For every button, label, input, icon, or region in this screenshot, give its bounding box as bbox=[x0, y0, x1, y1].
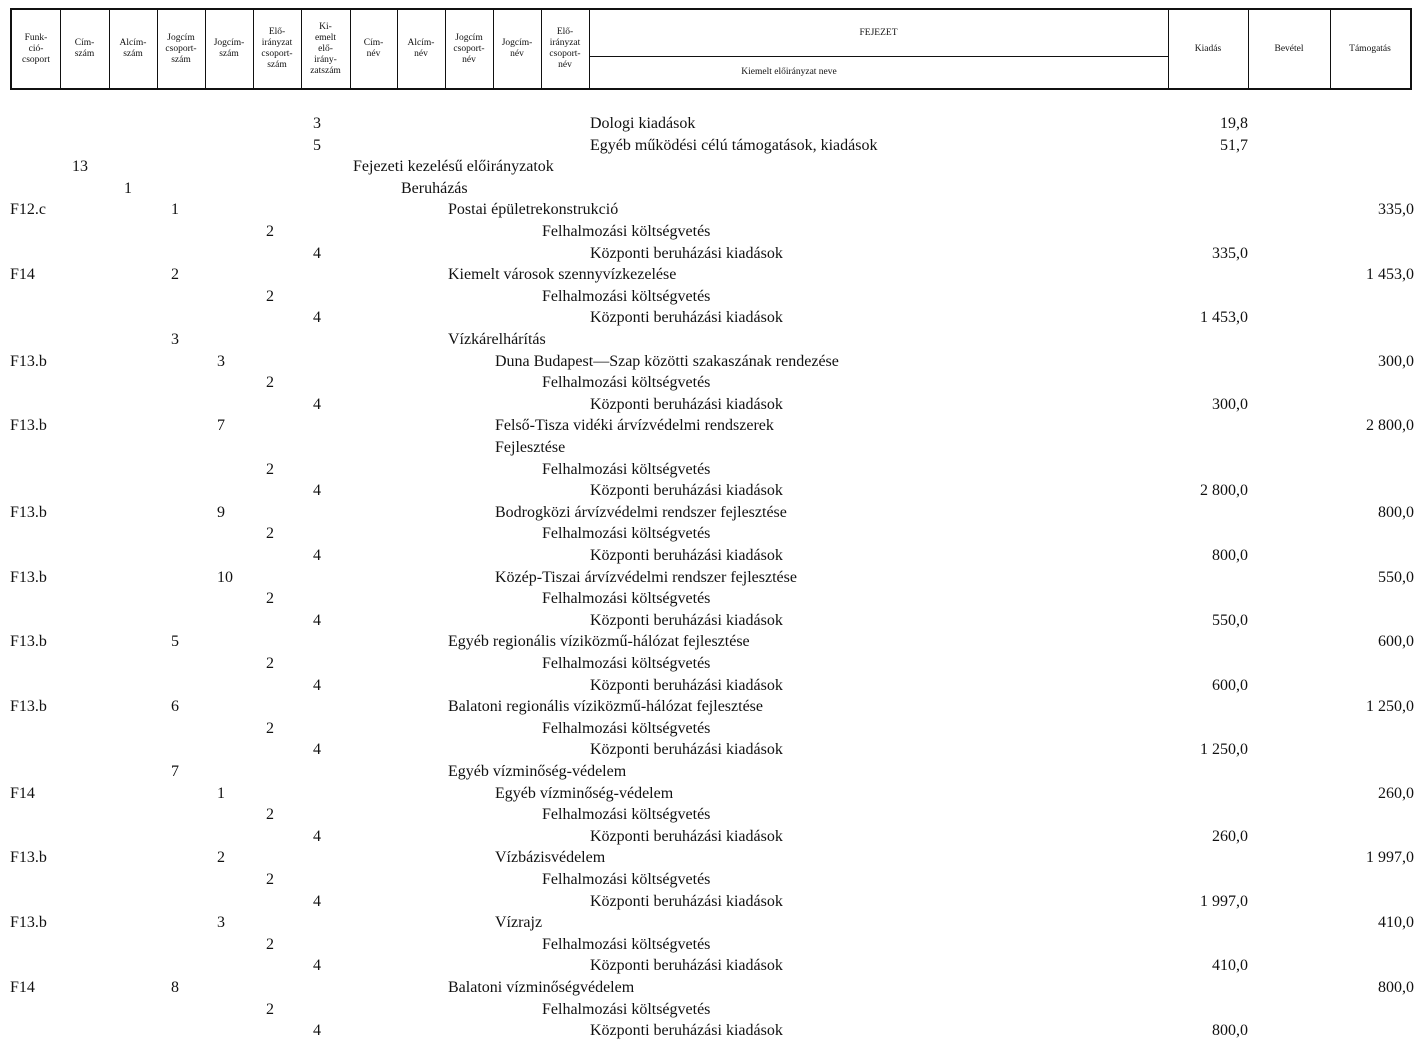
cell-eloiranyzat-csoport-szam: 2 bbox=[266, 374, 274, 392]
table-row bbox=[0, 178, 1420, 200]
cell-eloiranyzat-csoport-szam: 2 bbox=[266, 719, 274, 737]
table-row bbox=[0, 199, 1420, 221]
cell-tamogatas: 600,0 bbox=[1378, 633, 1414, 651]
cell-eloiranyzat-neve: Bodrogközi árvízvédelmi rendszer fejlesztése bbox=[495, 503, 787, 521]
table-row bbox=[0, 934, 1420, 956]
table-row bbox=[0, 480, 1420, 502]
cell-kiemelt-eloiranyzat-szam: 4 bbox=[313, 547, 321, 564]
table-row bbox=[0, 307, 1420, 329]
cell-jogcim-szam: 9 bbox=[217, 503, 225, 521]
cell-funkcio-csoport: F13.b bbox=[10, 633, 47, 651]
header-jogcim-szam: Jogcím- szám bbox=[213, 38, 245, 59]
table-row bbox=[0, 1020, 1420, 1042]
cell-kiadas: 1 250,0 bbox=[1200, 741, 1248, 759]
cell-kiadas: 1 997,0 bbox=[1200, 892, 1248, 910]
cell-funkcio-csoport: F12.c bbox=[10, 201, 46, 219]
table-row bbox=[0, 739, 1420, 761]
header-tamogatas: Támogatás bbox=[1349, 43, 1391, 54]
header-jogcim-nev: Jogcím- név bbox=[501, 38, 533, 59]
cell-tamogatas: 260,0 bbox=[1378, 784, 1414, 802]
cell-eloiranyzat-neve: Beruházás bbox=[401, 179, 468, 197]
cell-kiemelt-eloiranyzat-szam: 4 bbox=[313, 892, 321, 910]
table-row bbox=[0, 610, 1420, 632]
header-fejezet: FEJEZET bbox=[859, 27, 898, 38]
cell-kiemelt-eloiranyzat-szam: 4 bbox=[313, 741, 321, 759]
table-row bbox=[0, 286, 1420, 308]
cell-eloiranyzat-neve: Központi beruházási kiadások bbox=[590, 892, 783, 910]
table-row bbox=[0, 567, 1420, 589]
cell-kiemelt-eloiranyzat-szam: 5 bbox=[313, 136, 321, 154]
cell-eloiranyzat-neve: Duna Budapest—Szap közötti szakaszának rendezése bbox=[495, 352, 839, 370]
table-row bbox=[0, 891, 1420, 913]
cell-kiadas: 19,8 bbox=[1220, 115, 1248, 132]
cell-kiadas: 600,0 bbox=[1212, 676, 1248, 694]
cell-eloiranyzat-neve: Vízrajz bbox=[495, 914, 543, 932]
cell-eloiranyzat-neve: Felhalmozási költségvetés bbox=[542, 871, 711, 888]
table-row bbox=[0, 696, 1420, 718]
cell-funkcio-csoport: F14 bbox=[10, 979, 35, 996]
cell-kiemelt-eloiranyzat-szam: 4 bbox=[313, 395, 321, 413]
cell-eloiranyzat-neve: Felhalmozási költségvetés bbox=[542, 806, 711, 824]
cell-kiadas: 800,0 bbox=[1212, 547, 1248, 564]
table-row bbox=[0, 264, 1420, 286]
table-row bbox=[0, 459, 1420, 481]
table-row bbox=[0, 869, 1420, 891]
cell-eloiranyzat-csoport-szam: 2 bbox=[266, 223, 274, 240]
cell-eloiranyzat-csoport-szam: 2 bbox=[266, 590, 274, 608]
cell-kiadas: 2 800,0 bbox=[1200, 482, 1248, 500]
table-row bbox=[0, 113, 1420, 135]
cell-jogcim-csoport-szam: 3 bbox=[171, 331, 179, 348]
cell-eloiranyzat-neve: Központi beruházási kiadások bbox=[590, 1022, 783, 1040]
cell-kiemelt-eloiranyzat-szam: 4 bbox=[313, 957, 321, 975]
table-row bbox=[0, 804, 1420, 826]
cell-jogcim-szam: 10 bbox=[217, 568, 233, 586]
table-row bbox=[0, 415, 1420, 437]
header-jogcim-csoport-nev: Jogcím csoport- név bbox=[453, 32, 485, 65]
cell-eloiranyzat-neve: Központi beruházási kiadások bbox=[590, 741, 783, 759]
cell-eloiranyzat-neve: Vízkárelhárítás bbox=[448, 331, 546, 348]
table-row bbox=[0, 545, 1420, 567]
cell-funkcio-csoport: F14 bbox=[10, 266, 35, 284]
header-kiadas: Kiadás bbox=[1194, 43, 1222, 54]
cell-eloiranyzat-neve: Központi beruházási kiadások bbox=[590, 309, 783, 327]
cell-funkcio-csoport: F13.b bbox=[10, 417, 47, 435]
table-row bbox=[0, 351, 1420, 373]
header-funkcio-csoport: Funk- ció- csoport bbox=[22, 32, 50, 65]
table-row bbox=[0, 243, 1420, 265]
cell-eloiranyzat-neve: Egyéb regionális víziközmű-hálózat fejlesztése bbox=[448, 633, 750, 651]
cell-jogcim-csoport-szam: 1 bbox=[171, 201, 179, 219]
table-row bbox=[0, 912, 1420, 934]
cell-eloiranyzat-csoport-szam: 2 bbox=[266, 655, 274, 672]
cell-kiemelt-eloiranyzat-szam: 4 bbox=[313, 676, 321, 694]
cell-eloiranyzat-csoport-szam: 2 bbox=[266, 1000, 274, 1018]
cell-kiadas: 335,0 bbox=[1212, 244, 1248, 262]
cell-eloiranyzat-csoport-szam: 2 bbox=[266, 871, 274, 888]
table-row bbox=[0, 999, 1420, 1021]
header-bevetel: Bevétel bbox=[1274, 43, 1304, 54]
cell-eloiranyzat-neve: Egyéb működési célú támogatások, kiadások bbox=[590, 136, 878, 154]
table-row bbox=[0, 675, 1420, 697]
cell-eloiranyzat-neve: Felhalmozási költségvetés bbox=[542, 525, 711, 543]
cell-funkcio-csoport: F13.b bbox=[10, 849, 47, 867]
table-row bbox=[0, 588, 1420, 610]
cell-kiadas: 1 453,0 bbox=[1200, 309, 1248, 327]
cell-eloiranyzat-neve: Központi beruházási kiadások bbox=[590, 482, 783, 500]
cell-tamogatas: 800,0 bbox=[1378, 503, 1414, 521]
table-row bbox=[0, 826, 1420, 848]
cell-eloiranyzat-neve: Felhalmozási költségvetés bbox=[542, 935, 711, 953]
table-row bbox=[0, 329, 1420, 351]
cell-eloiranyzat-csoport-szam: 2 bbox=[266, 806, 274, 824]
table-row bbox=[0, 955, 1420, 977]
cell-tamogatas: 300,0 bbox=[1378, 352, 1414, 370]
cell-eloiranyzat-neve: Egyéb vízminőség-védelem bbox=[448, 763, 627, 780]
cell-tamogatas: 550,0 bbox=[1378, 568, 1414, 586]
header-kiemelt-eloiranyzat-szam: Ki- emelt elő- irány- zatszám bbox=[310, 21, 341, 76]
table-row bbox=[0, 631, 1420, 653]
cell-tamogatas: 1 997,0 bbox=[1366, 849, 1414, 867]
cell-tamogatas: 410,0 bbox=[1378, 914, 1414, 932]
cell-kiadas: 300,0 bbox=[1212, 395, 1248, 413]
header-alcim-nev: Alcím- név bbox=[407, 38, 435, 59]
cell-funkcio-csoport: F13.b bbox=[10, 698, 47, 716]
header-kiemelt-eloiranyzat-neve: Kiemelt előirányzat neve bbox=[741, 67, 837, 77]
cell-kiemelt-eloiranyzat-szam: 3 bbox=[313, 115, 321, 132]
cell-tamogatas: 1 453,0 bbox=[1366, 266, 1414, 284]
header-cim-nev: Cím- név bbox=[363, 38, 384, 59]
cell-kiadas: 260,0 bbox=[1212, 827, 1248, 845]
cell-cim-szam: 13 bbox=[72, 158, 88, 176]
cell-eloiranyzat-neve: Felhalmozási költségvetés bbox=[542, 719, 711, 737]
cell-eloiranyzat-csoport-szam: 2 bbox=[266, 460, 274, 478]
table-row bbox=[0, 783, 1420, 805]
cell-kiadas: 410,0 bbox=[1212, 957, 1248, 975]
cell-jogcim-szam: 1 bbox=[217, 784, 225, 802]
cell-eloiranyzat-neve: Fejezeti kezelésű előirányzatok bbox=[353, 158, 554, 176]
cell-eloiranyzat-neve: Felhalmozási költségvetés bbox=[542, 223, 711, 240]
cell-funkcio-csoport: F13.b bbox=[10, 503, 47, 521]
cell-jogcim-szam: 2 bbox=[217, 849, 225, 867]
cell-eloiranyzat-neve: Kiemelt városok szennyvízkezelése bbox=[448, 266, 677, 284]
table-row bbox=[0, 135, 1420, 157]
cell-eloiranyzat-neve: Felhalmozási költségvetés bbox=[542, 287, 711, 305]
cell-eloiranyzat-neve: Vízbázisvédelem bbox=[495, 849, 606, 867]
table-row bbox=[0, 847, 1420, 869]
cell-kiemelt-eloiranyzat-szam: 4 bbox=[313, 1022, 321, 1040]
cell-kiemelt-eloiranyzat-szam: 4 bbox=[313, 611, 321, 629]
cell-kiadas: 51,7 bbox=[1220, 136, 1248, 154]
cell-eloiranyzat-neve: Dologi kiadások bbox=[590, 115, 696, 132]
cell-eloiranyzat-neve: Felhalmozási költségvetés bbox=[542, 1000, 711, 1018]
cell-eloiranyzat-neve: Egyéb vízminőség-védelem bbox=[495, 784, 674, 802]
cell-jogcim-csoport-szam: 2 bbox=[171, 266, 179, 284]
cell-eloiranyzat-neve: Központi beruházási kiadások bbox=[590, 244, 783, 262]
cell-funkcio-csoport: F13.b bbox=[10, 352, 47, 370]
cell-tamogatas: 1 250,0 bbox=[1366, 698, 1414, 716]
table-row bbox=[0, 653, 1420, 675]
cell-jogcim-csoport-szam: 7 bbox=[171, 763, 179, 780]
cell-eloiranyzat-neve: Központi beruházási kiadások bbox=[590, 957, 783, 975]
cell-eloiranyzat-neve: Központi beruházási kiadások bbox=[590, 827, 783, 845]
cell-eloiranyzat-csoport-szam: 2 bbox=[266, 287, 274, 305]
header-cim-szam: Cím- szám bbox=[74, 38, 95, 59]
table-row bbox=[0, 437, 1420, 459]
cell-kiemelt-eloiranyzat-szam: 4 bbox=[313, 482, 321, 500]
cell-jogcim-szam: 3 bbox=[217, 352, 225, 370]
cell-eloiranyzat-neve: Felhalmozási költségvetés bbox=[542, 590, 711, 608]
table-row bbox=[0, 502, 1420, 524]
cell-kiadas: 550,0 bbox=[1212, 611, 1248, 629]
cell-tamogatas: 335,0 bbox=[1378, 201, 1414, 219]
cell-eloiranyzat-neve: Fejlesztése bbox=[495, 439, 566, 456]
cell-kiadas: 800,0 bbox=[1212, 1022, 1248, 1040]
table-row bbox=[0, 372, 1420, 394]
header-eloiranyzat-csoport-nev: Elő- irányzat csoport- név bbox=[549, 27, 581, 70]
cell-tamogatas: 2 800,0 bbox=[1366, 417, 1414, 435]
cell-eloiranyzat-neve: Központi beruházási kiadások bbox=[590, 676, 783, 694]
cell-jogcim-csoport-szam: 6 bbox=[171, 698, 179, 716]
cell-eloiranyzat-csoport-szam: 2 bbox=[266, 935, 274, 953]
header-jogcim-csoport-szam: Jogcím csoport- szám bbox=[165, 32, 197, 65]
table-row bbox=[0, 977, 1420, 999]
cell-alcim-szam: 1 bbox=[124, 179, 132, 197]
cell-eloiranyzat-neve: Postai épületrekonstrukció bbox=[448, 201, 619, 219]
table-row bbox=[0, 156, 1420, 178]
cell-tamogatas: 800,0 bbox=[1378, 979, 1414, 996]
cell-eloiranyzat-neve: Balatoni regionális víziközmű-hálózat fejlesztése bbox=[448, 698, 763, 716]
cell-jogcim-szam: 3 bbox=[217, 914, 225, 932]
table-row bbox=[0, 394, 1420, 416]
cell-eloiranyzat-neve: Felhalmozási költségvetés bbox=[542, 374, 711, 392]
cell-eloiranyzat-neve: Központi beruházási kiadások bbox=[590, 611, 783, 629]
cell-eloiranyzat-neve: Felhalmozási költségvetés bbox=[542, 655, 711, 672]
cell-funkcio-csoport: F13.b bbox=[10, 568, 47, 586]
table-row bbox=[0, 718, 1420, 740]
cell-eloiranyzat-neve: Felhalmozási költségvetés bbox=[542, 460, 711, 478]
cell-eloiranyzat-neve: Felső-Tisza vidéki árvízvédelmi rendszerek bbox=[495, 417, 774, 435]
header-eloiranyzat-csoport-szam: Elő- irányzat csoport- szám bbox=[261, 27, 293, 70]
cell-jogcim-csoport-szam: 5 bbox=[171, 633, 179, 651]
cell-eloiranyzat-neve: Központi beruházási kiadások bbox=[590, 395, 783, 413]
table-row bbox=[0, 221, 1420, 243]
table-row bbox=[0, 761, 1420, 783]
cell-eloiranyzat-neve: Központi beruházási kiadások bbox=[590, 547, 783, 564]
cell-kiemelt-eloiranyzat-szam: 4 bbox=[313, 244, 321, 262]
header-alcim-szam: Alcím- szám bbox=[119, 38, 147, 59]
cell-eloiranyzat-neve: Közép-Tiszai árvízvédelmi rendszer fejlesztése bbox=[495, 568, 797, 586]
cell-funkcio-csoport: F13.b bbox=[10, 914, 47, 932]
cell-jogcim-szam: 7 bbox=[217, 417, 225, 435]
cell-kiemelt-eloiranyzat-szam: 4 bbox=[313, 309, 321, 327]
cell-jogcim-csoport-szam: 8 bbox=[171, 979, 179, 996]
table-row bbox=[0, 523, 1420, 545]
cell-eloiranyzat-neve: Balatoni vízminőségvédelem bbox=[448, 979, 635, 996]
cell-eloiranyzat-csoport-szam: 2 bbox=[266, 525, 274, 543]
cell-funkcio-csoport: F14 bbox=[10, 784, 35, 802]
cell-kiemelt-eloiranyzat-szam: 4 bbox=[313, 827, 321, 845]
